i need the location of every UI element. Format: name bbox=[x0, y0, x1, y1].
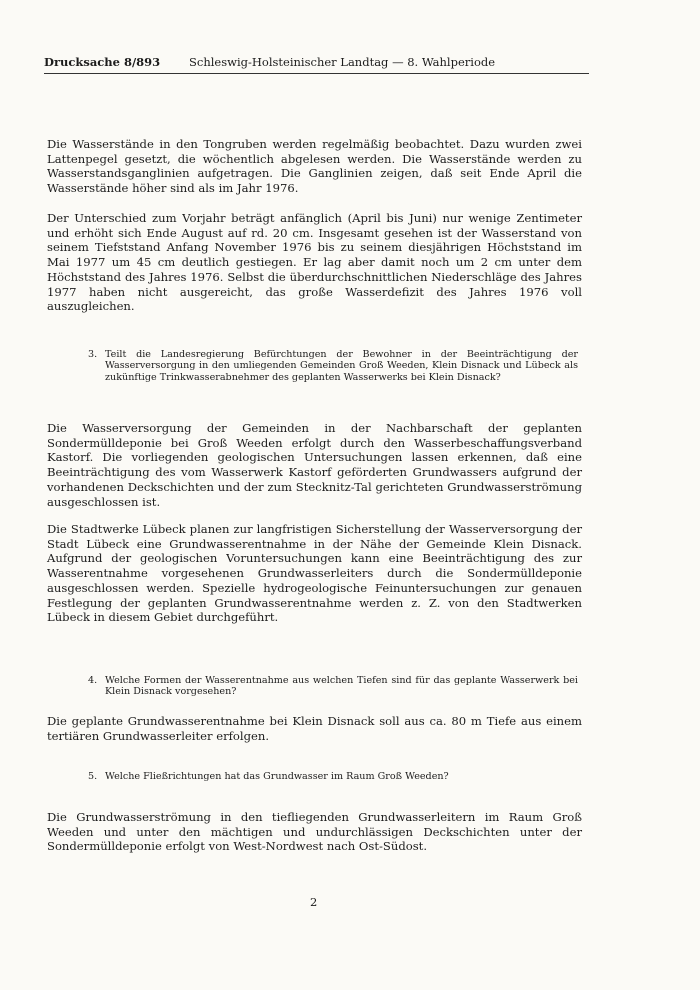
document-number: Drucksache 8/893 bbox=[44, 55, 161, 69]
page-header bbox=[44, 55, 589, 74]
question-4 bbox=[88, 675, 578, 698]
question-5 bbox=[88, 771, 578, 782]
question-number: 5. bbox=[88, 771, 98, 782]
paragraph-flow: Die Grundwasserströmung in den tiefliegenden Grundwasserleitern im Raum Groß Weeden und unter den mächtigen und undurchlässigen Deckschichten unter der Sondermülldeponie erfolgt von West-Nordwest nach Ost-Südost. bbox=[47, 810, 582, 854]
question-text: Welche Formen der Wasserentnahme aus welchen Tiefen sind für das geplante Wasserwerk bei Klein Disnack vorgesehen? bbox=[105, 675, 578, 698]
paragraph-difference: Der Unterschied zum Vorjahr beträgt anfänglich (April bis Juni) nur wenige Zentimeter und erhöht sich Ende August auf rd. 20 cm. Insgesamt gesehen ist der Wasserstand von seinem Tiefststand Anfang November 1976 bis zu seinem diesjährigen Höchststand im Mai 1977 um 45 cm deutlich gestiegen. Er lag aber damit noch um 2 cm unter dem Höchststand des Jahres 1976. Selbst die überdurchschnittlichen Niederschläge des Jahres 1977 haben nicht ausgereicht, das große Wasserdefizit des Jahres 1976 voll auszugleichen. bbox=[47, 211, 582, 314]
paragraph-water-supply: Die Wasserversorgung der Gemeinden in der Nachbarschaft der geplanten Sondermülldeponie bei Groß Weeden erfolgt durch den Wasserbeschaffungsverband Kastorf. Die vorliegenden geologischen Untersuchungen lassen erkennen, daß eine Beeinträchtigung des vom Wasserwerk Kastorf geförderten Grundwassers aufgrund der vorhandenen Deckschichten und der zum Stecknitz-Tal gerichteten Grundwasserströmung ausgeschlossen ist. bbox=[47, 421, 582, 509]
question-text: Teilt die Landesregierung Befürchtungen der Bewohner in der Beeinträchtigung der Wasserversorgung in den umliegenden Gemeinden Groß Weeden, Klein Disnack und Lübeck als zukünftige Trinkwasserabnehmer des geplanten Wasserwerks bei Klein Disnack? bbox=[105, 349, 578, 383]
paragraph-water-levels: Die Wasserstände in den Tongruben werden regelmäßig beobachtet. Dazu wurden zwei Lattenpegel gesetzt, die wöchentlich abgelesen werden. Die Wasserstände werden zu Wasserstandsganglinien aufgetragen. Die Ganglinien zeigen, daß seit Ende April die Wasserstände höher sind als im Jahr 1976. bbox=[47, 137, 582, 196]
paragraph-stadtwerke: Die Stadtwerke Lübeck planen zur langfristigen Sicherstellung der Wasserversorgung der Stadt Lübeck eine Grundwasserentnahme in der Nähe der Gemeinde Klein Disnack. Aufgrund der geologischen Voruntersuchungen kann eine Beeinträchtigung des zur Wasserentnahme vorgesehenen Grundwasserleiters durch die Sondermülldeponie ausgeschlossen werden. Spezielle hydrogeologische Feinuntersuchungen zur genauen Festlegung der geplanten Grundwasserentnahme werden z. Z. von den Stadtwerken Lübeck in diesem Gebiet durchgeführt. bbox=[47, 522, 582, 625]
question-text: Welche Fließrichtungen hat das Grundwasser im Raum Groß Weeden? bbox=[105, 771, 449, 782]
question-number: 4. bbox=[88, 675, 98, 686]
question-3 bbox=[88, 349, 578, 383]
parliament-title: Schleswig-Holsteinischer Landtag — 8. Wahlperiode bbox=[189, 55, 496, 69]
paragraph-extraction: Die geplante Grundwasserentnahme bei Klein Disnack soll aus ca. 80 m Tiefe aus einem tertiären Grundwasserleiter erfolgen. bbox=[47, 714, 582, 743]
question-number: 3. bbox=[88, 349, 98, 360]
page-number: 2 bbox=[310, 895, 318, 909]
